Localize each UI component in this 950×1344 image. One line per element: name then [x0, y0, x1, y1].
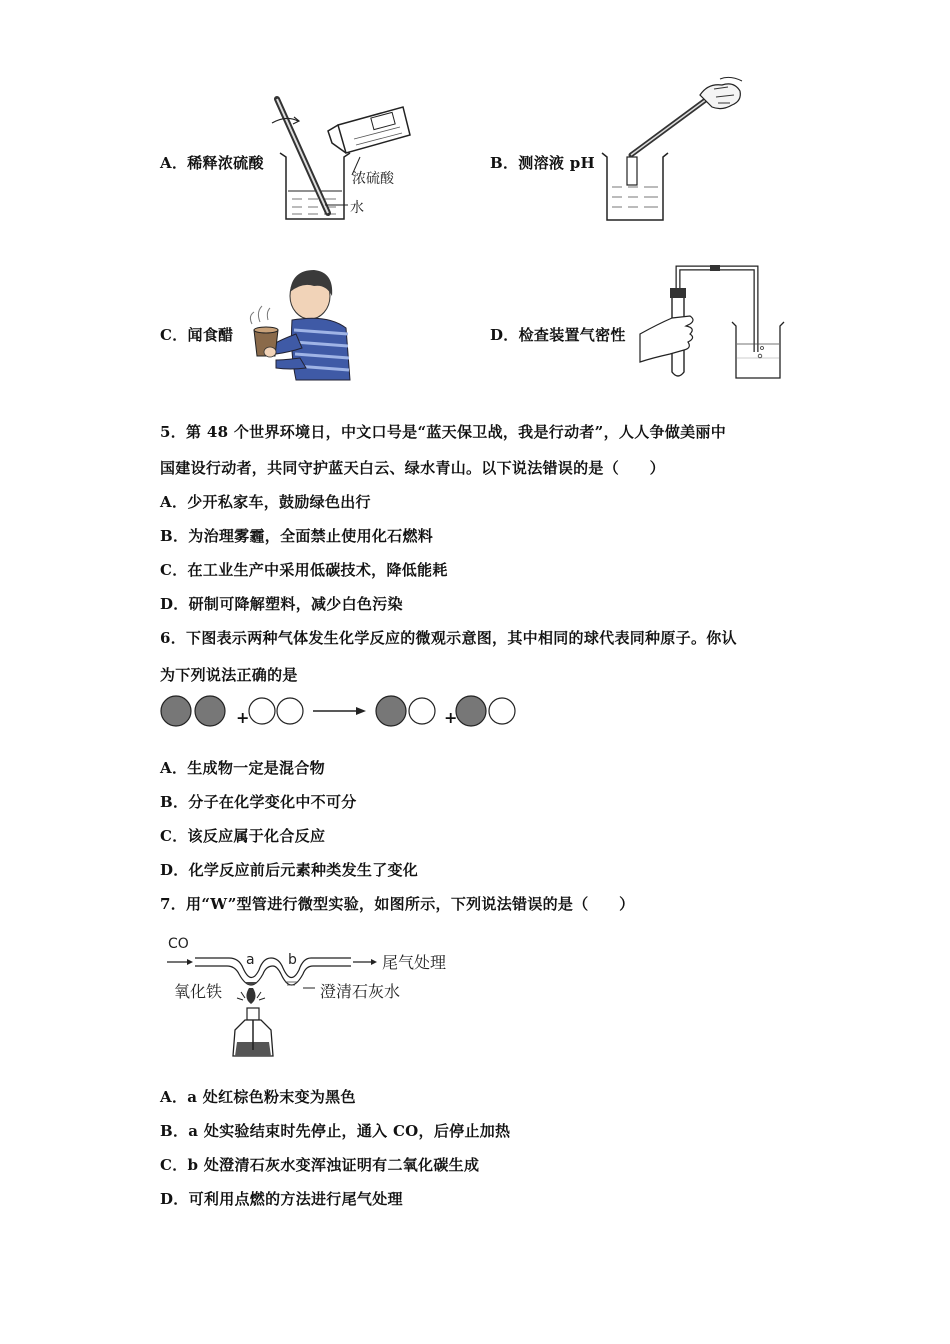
smell-vinegar-figure	[240, 268, 360, 383]
plus-sign-2: +	[444, 708, 458, 727]
q6-option-c: C．该反应属于化合反应	[160, 827, 326, 845]
q7-option-b: B．a 处实验结束时先停止，通入 CO，后停止加热	[160, 1122, 511, 1140]
iron-oxide-label: 氧化铁	[174, 982, 223, 1001]
plus-sign-1: +	[236, 708, 250, 727]
concentrated-acid-label: 浓硫酸	[352, 171, 394, 187]
option-d-label: D．检查装置气密性	[490, 326, 626, 344]
q5-stem-line1: 5．第 48 个世界环境日，中文口号是“蓝天保卫战，我是行动者”，人人争做美丽中	[160, 423, 727, 441]
q6-option-d: D．化学反应前后元素种类发生了变化	[160, 861, 419, 879]
q5-option-d: D．研制可降解塑料，减少白色污染	[160, 595, 403, 613]
reaction-diagram	[158, 694, 528, 730]
point-b-label: b	[288, 952, 297, 968]
q6-option-a: A．生成物一定是混合物	[160, 759, 325, 777]
q5-stem-line2: 国建设行动者，共同守护蓝天白云、绿水青山。以下说法错误的是（ ）	[160, 459, 665, 477]
option-c-label: C．闻食醋	[160, 326, 234, 344]
q6-stem-line1: 6．下图表示两种气体发生化学反应的微观示意图，其中相同的球代表同种原子。你认	[160, 629, 737, 647]
ph-test-figure	[600, 75, 750, 225]
q5-option-a: A．少开私家车，鼓励绿色出行	[160, 493, 371, 511]
q7-option-a: A．a 处红棕色粉末变为黑色	[160, 1088, 356, 1106]
airtightness-figure	[640, 262, 790, 387]
q6-option-b: B．分子在化学变化中不可分	[160, 793, 357, 811]
dilute-acid-figure	[268, 95, 418, 225]
q5-option-b: B．为治理雾霾，全面禁止使用化石燃料	[160, 527, 434, 545]
q5-option-c: C．在工业生产中采用低碳技术，降低能耗	[160, 561, 448, 579]
point-a-label: a	[246, 952, 255, 968]
q7-stem: 7．用“W”型管进行微型实验，如图所示，下列说法错误的是（ ）	[160, 895, 635, 913]
q6-stem-line2: 为下列说法正确的是	[160, 666, 298, 684]
water-label: 水	[350, 200, 364, 216]
option-a-label: A．稀释浓硫酸	[160, 154, 264, 172]
co-label: CO	[168, 936, 189, 952]
limewater-label: 澄清石灰水	[320, 982, 401, 1001]
option-b-label: B．测溶液 pH	[490, 154, 595, 172]
q7-option-d: D．可利用点燃的方法进行尾气处理	[160, 1190, 403, 1208]
q7-option-c: C．b 处澄清石灰水变浑浊证明有二氧化碳生成	[160, 1156, 480, 1174]
tail-gas-label: 尾气处理	[382, 953, 447, 972]
